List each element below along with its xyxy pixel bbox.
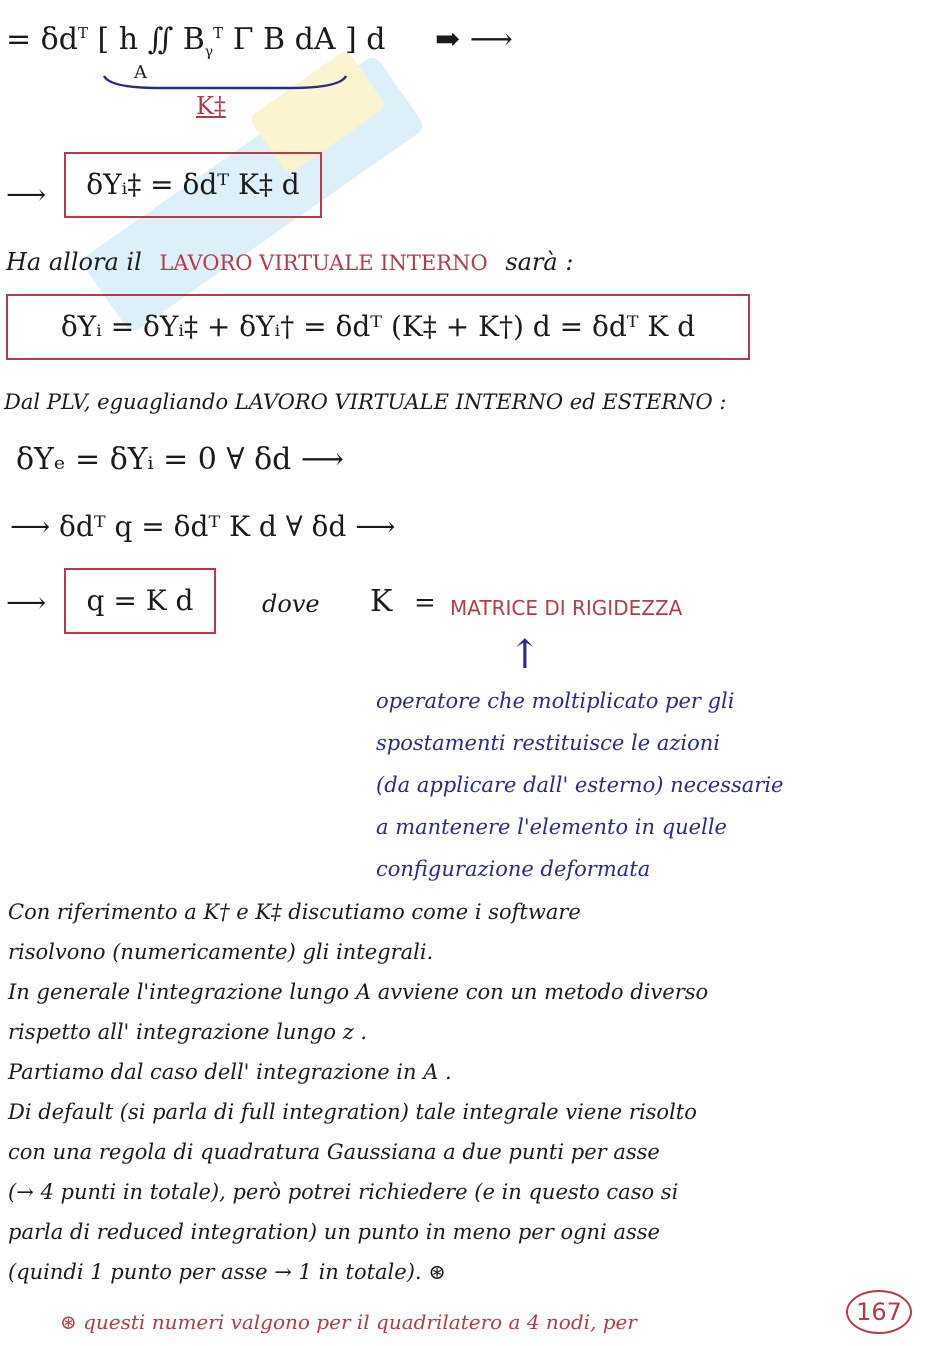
note-line: operatore che moltiplicato per gli (376, 689, 735, 713)
note-line: configurazione deformata (376, 857, 651, 881)
up-arrow-icon: ↑ (508, 632, 542, 678)
k-matrix-symbol: K (370, 584, 393, 619)
equals-sign: = (414, 588, 436, 618)
intro-prefix: Ha allora il (6, 248, 142, 276)
boxed-equation-total-internal-work: δΥᵢ = δΥᵢ‡ + δΥᵢ† = δdᵀ (K‡ + K†) d = δdᵀ K d (6, 294, 750, 360)
eq2-arrow: ⟶ (6, 178, 47, 211)
eq1-bracket-open: [ h ∬ B (97, 22, 205, 57)
intro-internal-work (6, 248, 573, 276)
intro-highlight: LAVORO VIRTUALE INTERNO (159, 251, 488, 275)
boxed-equation-internal-work-ddagger: δΥᵢ‡ = δdᵀ K‡ d (64, 152, 322, 218)
paragraph-line: (→ 4 punti in totale), però potrei richiedere (e in questo caso si (8, 1180, 679, 1204)
paragraph-line: risolvono (numericamente) gli integrali. (8, 940, 434, 964)
stiffness-explanation-note (376, 680, 783, 890)
paragraph-line: con una regola di quadratura Gaussiana a due punti per asse (8, 1140, 660, 1164)
equation-virtual-displacement: ⟶ δdᵀ q = δdᵀ K d ∀ δd ⟶ (10, 510, 396, 543)
paragraph-line: Di default (si parla di full integration) tale integrale viene risolto (8, 1100, 697, 1124)
eq1-domain-A: A (134, 62, 147, 83)
page-number: 167 (856, 1298, 902, 1326)
stiffness-matrix-label: MATRICE DI RIGIDEZZA (450, 596, 683, 620)
paragraph-line: In generale l'integrazione lungo A avviene con un metodo diverso (8, 980, 709, 1004)
page-number-badge (846, 1290, 912, 1334)
eq6-arrow: ⟶ (6, 586, 47, 619)
equation-stiffness-integral: = $\delta d^T$ [ h ∬ $B_\gamma^T$ Γ B dA ] d ➡ ⟶ (6, 22, 513, 60)
eq1-transpose: T (77, 24, 88, 42)
eq1-tail: d (366, 22, 386, 57)
footnote: ⊛ questi numeri valgono per il quadrilatero a 4 nodi, per (60, 1310, 637, 1334)
paragraph-line: (quindi 1 punto per asse → 1 in totale). ⊛ (8, 1260, 446, 1284)
integration-paragraph (8, 892, 708, 1292)
eq1-bracket-rest: Γ B dA ] (232, 22, 357, 57)
k-double-dagger-label: K‡ (196, 92, 226, 120)
paragraph-line: Con riferimento a K† e K‡ discutiamo come i software (8, 900, 581, 924)
note-line: (da applicare dall' esterno) necessarie (376, 773, 784, 797)
paragraph-line: Partiamo dal caso dell' integrazione in A . (8, 1060, 452, 1084)
paragraph-line: parla di reduced integration) un punto in meno per ogni asse (8, 1220, 660, 1244)
eq1-lhs: = δd (6, 22, 78, 57)
dove-word: dove (262, 590, 320, 618)
intro-suffix: sarà : (505, 248, 574, 276)
eq1-arrow: ➡ ⟶ (435, 22, 513, 57)
equation-work-balance: δΥₑ = δΥᵢ = 0 ∀ δd ⟶ (16, 442, 344, 477)
plv-statement: Dal PLV, eguagliando LAVORO VIRTUALE INTERNO ed ESTERNO : (4, 390, 727, 414)
note-line: a mantenere l'elemento in quelle (376, 815, 727, 839)
note-line: spostamenti restituisce le azioni (376, 731, 721, 755)
paragraph-line: rispetto all' integrazione lungo z . (8, 1020, 368, 1044)
boxed-equation-q-equals-kd: q = K d (64, 568, 216, 634)
